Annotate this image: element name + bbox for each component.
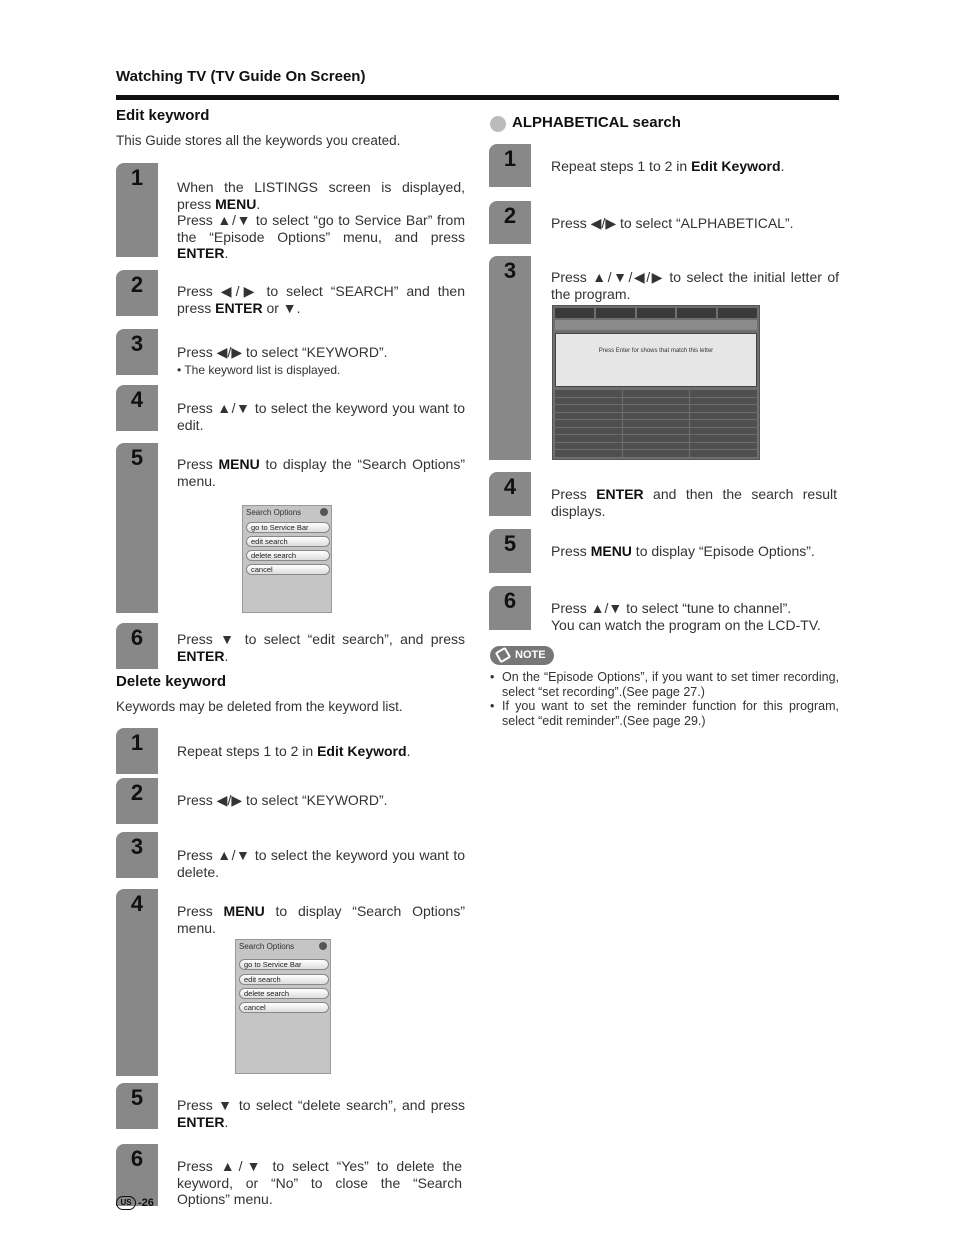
letter-cell: [623, 435, 690, 442]
step-number: 6: [503, 588, 517, 613]
step-number: 5: [503, 531, 517, 556]
alpha-step-6: [489, 586, 839, 633]
screen-message: Press Enter for shows that match this letter: [598, 348, 714, 354]
step-text: Press ▼ to select “delete search”, and press ENTER.: [177, 1097, 465, 1130]
letter-cell: [690, 443, 757, 450]
letter-cell: [623, 450, 690, 457]
letter-cell: [623, 405, 690, 412]
letter-cell: [555, 435, 622, 442]
page-footer: [116, 1196, 154, 1210]
info-icon: [320, 508, 328, 516]
alphabetical-title: ALPHABETICAL search: [512, 114, 681, 131]
info-icon: [319, 942, 327, 950]
step-text: Press MENU to display the “Search Options” menu.: [177, 456, 465, 489]
delete-step-5: [116, 1083, 466, 1129]
edit-step-6: [116, 623, 466, 669]
letter-cell: [690, 420, 757, 427]
screen-tab: [555, 308, 594, 318]
step-bar: [116, 889, 158, 1076]
menu-item: delete search: [239, 988, 329, 999]
note-label: NOTE: [515, 649, 546, 661]
note-list: [490, 670, 839, 728]
step-text: Press ◀/▶ to select “ALPHABETICAL”.: [551, 215, 794, 231]
letter-cell: [623, 420, 690, 427]
letter-cell: [623, 413, 690, 420]
edit-step-2: [116, 270, 466, 316]
delete-keyword-title: Delete keyword: [116, 673, 227, 690]
edit-keyword-title: Edit keyword: [116, 107, 210, 124]
menu-item: cancel: [239, 1002, 329, 1013]
step-number: 2: [130, 780, 144, 805]
letter-cell: [555, 405, 622, 412]
letter-cell: [690, 428, 757, 435]
step-text: Press ▲/▼ to select the keyword you want to edit.: [177, 400, 465, 433]
screen-bar: [555, 320, 757, 330]
menu-item: cancel: [246, 564, 330, 575]
step-number: 2: [130, 272, 144, 297]
letter-cell: [555, 420, 622, 427]
step-number: 4: [130, 387, 144, 412]
delete-step-6: [116, 1144, 466, 1206]
edit-step-4: [116, 385, 466, 431]
step-note: • The keyword list is displayed.: [177, 362, 341, 377]
step-text: Press ▲/▼ to select “tune to channel”. You can watch the program on the LCD-TV.: [551, 600, 821, 633]
step-text: Press ◀/▶ to select “SEARCH” and then press ENTER or ▼.: [177, 283, 465, 316]
step-number: 6: [130, 625, 144, 650]
step-number: 3: [503, 258, 517, 283]
step-number: 1: [130, 165, 144, 190]
letter-cell: [555, 450, 622, 457]
pencil-icon: [495, 647, 511, 663]
header-rule: [116, 95, 839, 100]
letter-cell: [690, 413, 757, 420]
menu-item: go to Service Bar: [246, 522, 330, 533]
page-number: -26: [138, 1197, 154, 1209]
menu-item: delete search: [246, 550, 330, 561]
menu-title: Search Options: [246, 508, 302, 517]
letter-cell: [690, 435, 757, 442]
section-bullet-icon: [490, 116, 506, 132]
letter-cell: [623, 398, 690, 405]
step-text: Press MENU to display “Search Options” menu.: [177, 903, 465, 936]
screen-tabs: [555, 308, 757, 318]
note-badge: [490, 646, 554, 665]
letter-cell: [555, 413, 622, 420]
letter-cell: [690, 390, 757, 397]
letter-grid: [555, 390, 757, 457]
screen-tab: [596, 308, 635, 318]
screen-tab: [718, 308, 757, 318]
step-text: Press ◀/▶ to select “KEYWORD”.: [177, 792, 388, 808]
step-number: 5: [130, 445, 144, 470]
letter-cell: [623, 428, 690, 435]
alphabetical-screen-screenshot: [552, 305, 760, 460]
letter-cell: [555, 398, 622, 405]
step-text: Press ◀/▶ to select “KEYWORD”. • The keyword list is displayed.: [177, 344, 465, 378]
step-number: 5: [130, 1085, 144, 1110]
step-text: Press ▲/▼/◀/▶ to select the initial letter of the program.: [551, 269, 839, 302]
step-text: Press MENU to display “Episode Options”.: [551, 543, 815, 559]
alpha-step-4: [489, 472, 839, 519]
step-text: Press ENTER and then the search result displays.: [551, 486, 837, 519]
note-item: • If you want to set the reminder function for this program, select “edit reminder”.(See page 29.): [490, 699, 839, 728]
step-number: 2: [503, 203, 517, 228]
menu-item: edit search: [246, 536, 330, 547]
letter-cell: [555, 443, 622, 450]
step-number: 1: [130, 730, 144, 755]
step-text: Repeat steps 1 to 2 in Edit Keyword.: [177, 743, 411, 759]
letter-cell: [690, 405, 757, 412]
edit-step-1: [116, 163, 466, 261]
letter-cell: [555, 390, 622, 397]
step-number: 1: [503, 146, 517, 171]
search-options-menu-screenshot: [242, 505, 332, 613]
step-text: Press ▼ to select “edit search”, and press ENTER.: [177, 631, 465, 664]
step-text: When the LISTINGS screen is displayed, press MENU. Press ▲/▼ to select “go to Service Bar” from the “Episode Options” menu, and press ENTER.: [177, 179, 465, 261]
search-options-menu-screenshot: [235, 939, 331, 1074]
region-badge: US: [116, 1196, 136, 1210]
note-item: • On the “Episode Options”, if you want to set timer recording, select “set recording”.(See page 27.): [490, 670, 839, 699]
alpha-step-1: [489, 144, 839, 187]
step-number: 6: [130, 1146, 144, 1171]
menu-item: go to Service Bar: [239, 959, 329, 970]
alpha-step-2: [489, 201, 839, 244]
letter-cell: [690, 450, 757, 457]
step-text: Repeat steps 1 to 2 in Edit Keyword.: [551, 158, 785, 174]
edit-keyword-desc: This Guide stores all the keywords you created.: [116, 133, 401, 148]
screen-tab: [677, 308, 716, 318]
delete-step-3: [116, 832, 466, 878]
delete-step-2: [116, 778, 466, 824]
step-number: 3: [130, 331, 144, 356]
letter-cell: [690, 398, 757, 405]
menu-item: edit search: [239, 974, 329, 985]
step-text: Press ▲/▼ to select the keyword you want to delete.: [177, 847, 465, 880]
step-number: 4: [130, 891, 144, 916]
step-number: 4: [503, 474, 517, 499]
step-number: 3: [130, 834, 144, 859]
screen-panel: [555, 333, 757, 387]
letter-cell: [623, 390, 690, 397]
step-bar: [489, 256, 531, 460]
edit-step-3: [116, 329, 466, 375]
alpha-step-5: [489, 529, 839, 573]
delete-keyword-desc: Keywords may be deleted from the keyword list.: [116, 699, 403, 714]
delete-step-1: [116, 728, 466, 774]
menu-title: Search Options: [239, 942, 295, 951]
step-text: Press ▲/▼ to select “Yes” to delete the keyword, or “No” to close the “Search Options” menu.: [177, 1158, 462, 1207]
letter-cell: [623, 443, 690, 450]
page-header: Watching TV (TV Guide On Screen): [116, 68, 366, 85]
letter-cell: [555, 428, 622, 435]
screen-tab: [637, 308, 676, 318]
